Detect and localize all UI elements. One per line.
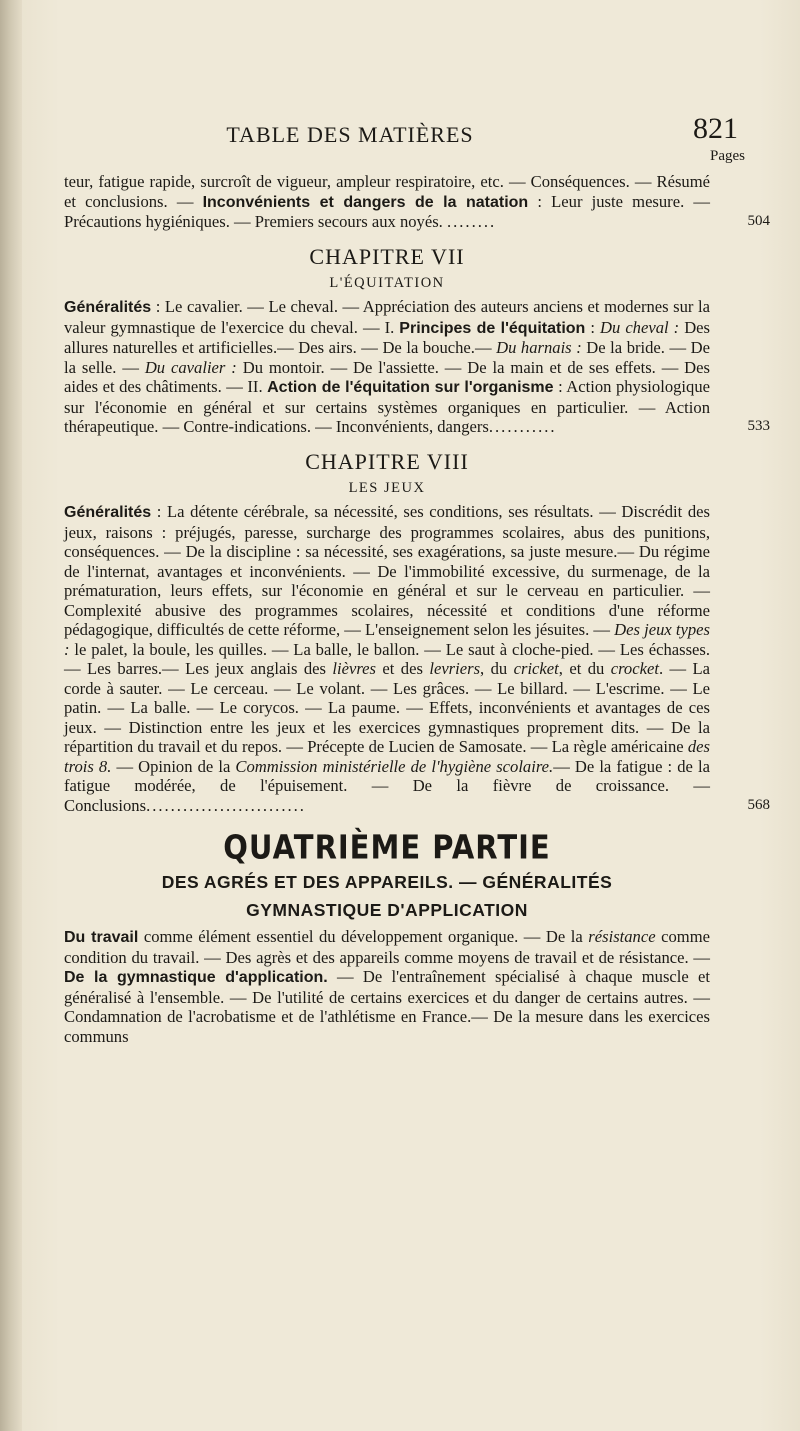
toc-entry-equitation: Généralités : Le cavalier. — Le cheval. — Appréciation des auteurs anciens et modernes sur la valeur gymnastique de l'exercice du cheval. — I. Principes de l'équitation : Du cheval : Des allures naturelles et artificielles.— Des airs. — De la bouche.— Du harnais : De la bride. — De la selle. — Du cavalier : Du montoir. — De l'assiette. — De la main et de ses effets. — Des aides et des châtiments. — II. Action de l'équitation sur l'organisme : Action physiologique sur l'économie en général et sur certains systèmes organiques en particulier. — Action thérapeutique. — Contre-indications. — Inconvénients, dangers........... 533	[64, 297, 770, 436]
dot-leader: ..........................	[146, 795, 306, 815]
page-header	[0, 112, 800, 158]
dot-leader: ...........	[488, 417, 557, 436]
chapter-subheading: L'ÉQUITATION	[329, 274, 445, 291]
part-title: QUATRIÈME PARTIE	[223, 827, 551, 867]
chapter-subheading: LES JEUX	[348, 479, 426, 496]
table-of-contents	[64, 172, 770, 1046]
toc-entry-natation: teur, fatigue rapide, surcroît de vigueur, ampleur respiratoire, etc. — Conséquences. — Résumé et conclusions. — Inconvénients et dangers de la natation : Leur juste mesure. — Précautions hygiéniques. — Premiers secours aux noyés. ........ 504	[64, 172, 770, 231]
chapter-heading: CHAPITRE VIII	[305, 448, 469, 474]
part-subtitle: DES AGRÉS ET DES APPAREILS. — GÉNÉRALITÉS	[161, 872, 613, 892]
pages-column-label: Pages	[710, 148, 745, 164]
entry-heading: Inconvénients et dangers de la natation	[202, 193, 529, 211]
dot-leader: ........	[446, 212, 497, 231]
running-title: TABLE DES MATIÈRES	[226, 122, 474, 147]
part-subtitle: GYMNASTIQUE D'APPLICATION	[246, 900, 528, 920]
toc-entry-jeux: Généralités : La détente cérébrale, sa nécessité, ses conditions, ses résultats. — Discrédit des jeux, raisons : préjugés, paresse, surcharge des programmes scolaires, abus des punitions, conséquences. — De la discipline : sa nécessité, ses exagérations, sa juste mesure.— Du régime de l'internat, avantages et inconvénients. — De l'immobilité excessive, du surmenage, de la prématuration, leurs effets, sur l'économie en général et sur le cerveau en particulier. — Complexité abusive des programmes scolaires, nécessité et conditions d'une réforme pédagogique, difficultés de cette réforme, — L'enseignement selon les jésuites. — Des jeux types : le palet, la boule, les quilles. — La balle, le ballon. — Le saut à cloche-pied. — Les échasses. — Les barres.— Les jeux anglais des lièvres et des levriers, du cricket, et du crocket. — La corde à sauter. — Le cerceau. — Le volant. — Les grâces. — Le billard. — L'escrime. — Le patin. — La balle. — Le corycos. — La paume. — Effets, inconvénients et avantages de ces jeux. — Distinction entre les jeux et les exercices gymnastiques proprement dits. — De la répartition du travail et du repos. — Précepte de Lucien de Samosate. — La règle américaine des trois 8. — Opinion de la Commission ministérielle de l'hygiène scolaire.— De la fatigue : de la fatigue modérée, de l'épuisement. — De la fièvre de croissance. — Conclusions.......................... 568	[64, 502, 770, 815]
page-binding-edge	[0, 0, 22, 1431]
entry-page-number: 533	[747, 418, 770, 434]
toc-entry-agres: Du travail comme élément essentiel du développement organique. — De la résistance comme condition du travail. — Des agrès et des appareils comme moyens de travail et de résistance. — De la gymnastique d'application. — De l'entraînement spécialisé à chaque muscle et généralisé à l'ensemble. — De l'utilité de certains exercices et du danger de certains autres. — Condamnation de l'acrobatisme et de l'athlétisme en France.— De la mesure dans les exercices communs	[64, 927, 710, 1046]
entry-page-number: 568	[747, 796, 770, 813]
entry-page-number: 504	[747, 213, 770, 229]
page-number: 821	[693, 112, 738, 145]
chapter-heading: CHAPITRE VII	[309, 243, 465, 269]
